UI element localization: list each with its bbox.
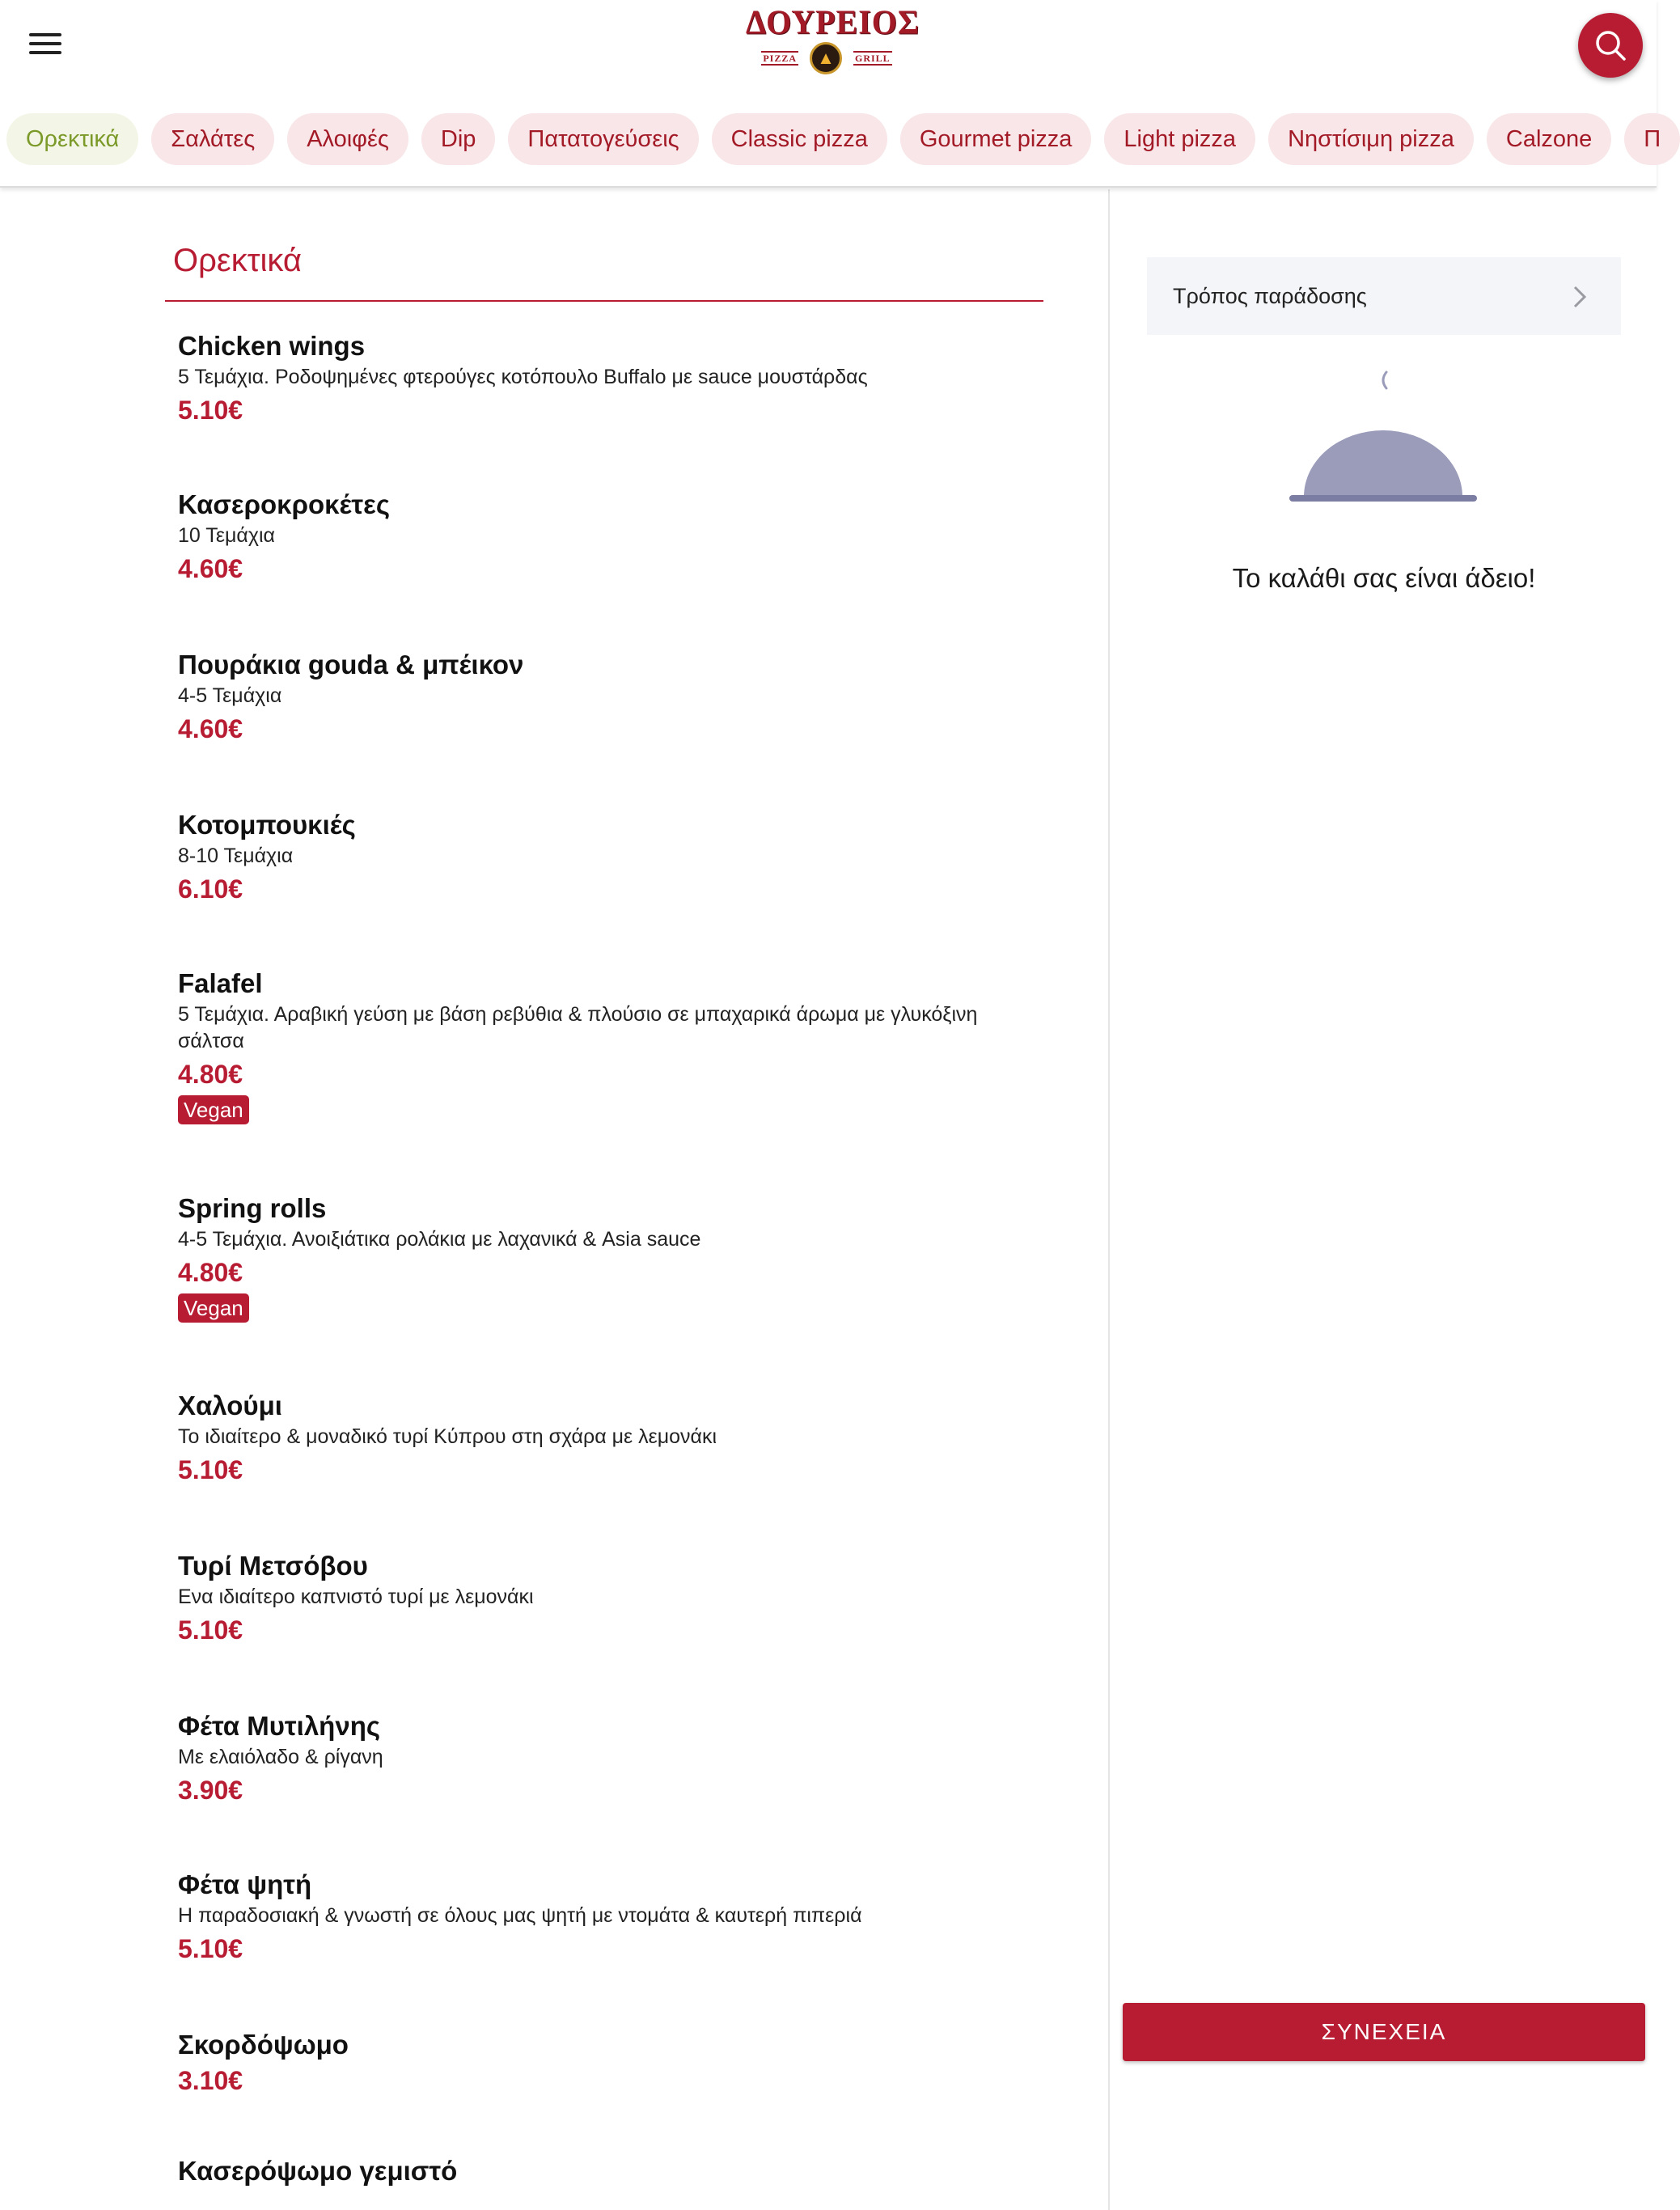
- item-price: 5.10€: [178, 396, 243, 425]
- item-name: Χαλούμι: [178, 1391, 282, 1420]
- vegan-badge: Vegan: [178, 1095, 249, 1124]
- item-name: Φέτα ψητή: [178, 1869, 312, 1899]
- menu-item[interactable]: [178, 1550, 1043, 1646]
- category-tab-salates[interactable]: Σαλάτες: [151, 113, 274, 165]
- logo-name: ΔΟΥΡΕΙΟΣ: [746, 2, 920, 42]
- category-tab-classic-pizza[interactable]: Classic pizza: [712, 113, 887, 165]
- section-divider: [165, 300, 1043, 302]
- item-price: 4.60€: [178, 554, 243, 583]
- item-price: 5.10€: [178, 1455, 243, 1484]
- menu-item[interactable]: [178, 489, 1043, 585]
- top-header: [0, 0, 1661, 188]
- search-button[interactable]: [1578, 13, 1643, 78]
- menu-item[interactable]: [178, 2155, 1043, 2187]
- item-description: Με ελαιόλαδο & ρίγανη: [178, 1746, 383, 1768]
- item-description: 4-5 Τεμάχια. Ανοιξιάτικα ρολάκια με λαχανικά & Asia sauce: [178, 1228, 701, 1251]
- menu-item[interactable]: [178, 1710, 1043, 1806]
- menu-list: [0, 189, 1110, 2210]
- cart-panel: [1111, 189, 1657, 2210]
- item-description: 5 Τεμάχια. Αραβική γεύση με βάση ρεβύθια & πλούσιο σε μπαχαρικά άρωμα με γλυκόξινη σάλτσα: [178, 1003, 978, 1052]
- item-description: 8-10 Τεμάχια: [178, 845, 294, 867]
- hamburger-menu-icon[interactable]: [24, 28, 66, 63]
- delivery-method-label: Τρόπος παράδοσης: [1173, 283, 1367, 308]
- item-name: Φέτα Μυτιλήνης: [178, 1711, 381, 1741]
- menu-item[interactable]: [178, 2029, 1043, 2097]
- menu-item[interactable]: [178, 1192, 1043, 1323]
- flame-emblem-icon: ▲: [810, 42, 842, 74]
- logo-grill-text: GRILL: [855, 53, 891, 64]
- item-name: Κασερόψωμο γεμιστό: [178, 2156, 458, 2186]
- menu-item[interactable]: [178, 649, 1043, 745]
- empty-cart-cloche-icon: [1289, 359, 1483, 537]
- category-tab-more[interactable]: Π: [1624, 113, 1680, 165]
- logo-pizza-text: PIZZA: [763, 53, 797, 64]
- item-name: Spring rolls: [178, 1193, 327, 1223]
- delivery-method-selector[interactable]: [1147, 257, 1621, 335]
- item-name: Τυρί Μετσόβου: [178, 1551, 368, 1581]
- category-tab-dip[interactable]: Dip: [421, 113, 496, 165]
- item-name: Κασεροκροκέτες: [178, 489, 390, 519]
- section-title: Ορεκτικά: [173, 243, 303, 278]
- item-price: 4.80€: [178, 1060, 243, 1089]
- item-name: Κοτομπουκιές: [178, 810, 356, 840]
- item-price: 5.10€: [178, 1615, 243, 1645]
- menu-item[interactable]: [178, 967, 1043, 1124]
- category-tab-orektika[interactable]: Ορεκτικά: [6, 113, 138, 165]
- category-tab-calzone[interactable]: Calzone: [1487, 113, 1611, 165]
- item-description: 10 Τεμάχια: [178, 524, 275, 547]
- item-name: Falafel: [178, 968, 263, 998]
- item-name: Σκορδόψωμο: [178, 2030, 349, 2060]
- continue-button[interactable]: ΣΥΝΕΧΕΙΑ: [1123, 2003, 1645, 2061]
- category-tab-nistisimi-pizza[interactable]: Νηστίσιμη pizza: [1268, 113, 1474, 165]
- item-price: 3.90€: [178, 1776, 243, 1805]
- item-name: Chicken wings: [178, 331, 366, 361]
- item-description: Η παραδοσιακή & γνωστή σε όλους μας ψητή με ντομάτα & καυτερή πιπεριά: [178, 1904, 862, 1927]
- item-description: 4-5 Τεμάχια: [178, 684, 282, 707]
- search-icon: [1593, 28, 1628, 63]
- category-tab-light-pizza[interactable]: Light pizza: [1104, 113, 1255, 165]
- menu-item[interactable]: [178, 809, 1043, 905]
- item-price: 3.10€: [178, 2066, 243, 2095]
- item-name: Πουράκια gouda & μπέικον: [178, 650, 524, 680]
- menu-item[interactable]: [178, 1869, 1043, 1965]
- category-tab-aloifes[interactable]: Αλοιφές: [287, 113, 408, 165]
- item-price: 4.60€: [178, 714, 243, 743]
- item-price: 4.80€: [178, 1258, 243, 1287]
- item-description: Ενα ιδιαίτερο καπνιστό τυρί με λεμονάκι: [178, 1586, 534, 1608]
- restaurant-logo[interactable]: [746, 2, 920, 78]
- vegan-badge: Vegan: [178, 1293, 249, 1323]
- menu-item[interactable]: [178, 330, 1043, 426]
- chevron-right-icon: [1572, 285, 1587, 309]
- menu-item[interactable]: [178, 1390, 1043, 1486]
- category-tab-patatogefseis[interactable]: Πατατογεύσεις: [508, 113, 698, 165]
- item-price: 6.10€: [178, 874, 243, 904]
- item-price: 5.10€: [178, 1934, 243, 1963]
- category-tab-gourmet-pizza[interactable]: Gourmet pizza: [900, 113, 1092, 165]
- item-description: 5 Τεμάχια. Ροδοψημένες φτερούγες κοτόπουλο Buffalo με sauce μουστάρδας: [178, 366, 868, 388]
- category-tabs: [0, 113, 1661, 165]
- item-description: Το ιδιαίτερο & μοναδικό τυρί Κύπρου στη σχάρα με λεμονάκι: [178, 1425, 717, 1448]
- empty-cart-message: Το καλάθι σας είναι άδειο!: [1232, 563, 1536, 593]
